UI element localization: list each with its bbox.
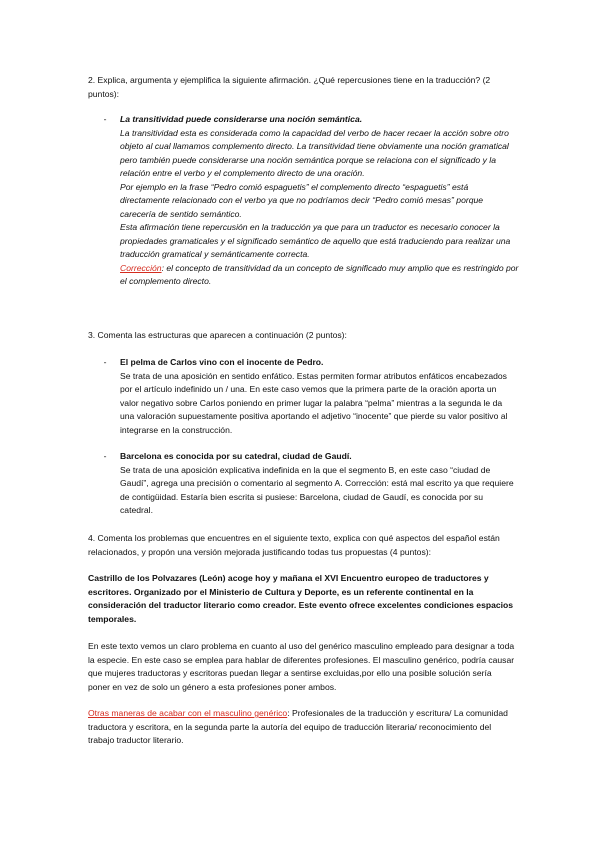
question-3-item-title: El pelma de Carlos vino con el inocente de Pedro. [120, 357, 324, 367]
question-3-item-body: Se trata de una aposición explicativa indefinida en la que el segmento B, en este caso “ciudad de Gaudí”, agrega una precisión o comentario al segmento A. Corrección: está mal escrito ya que requiere de contigüidad. Estaría bien escrita si pusiese: Barcelona, ciudad de Gaudí, es conocida por su catedral. [120, 464, 514, 515]
correction-text: : el concepto de transitividad da un concepto de significado muy amplio que es restringido por el complemento directo. [120, 262, 519, 286]
correction-label: Corrección [120, 262, 162, 273]
question-2-answer-p2: Por ejemplo en la frase “Pedro comió espaguetis” el complemento directo “espaguetis” está directamente relacionado con el verbo ya que no podríamos decir “Pedro comió mesas” porque carecería de sentido semántico. [120, 181, 484, 219]
question-4-alternatives [88, 707, 516, 748]
question-3-item-title: Barcelona es conocida por su catedral, ciudad de Gaudí. [120, 451, 352, 461]
question-2-answer-p1: La transitividad esta es considerada como la capacidad del verbo de hacer recaer la acción sobre otro objeto al cual llamamos complemento directo. La transitividad tiene obviamente una noción gramatical pero también puede considerarse una noción semántica porque se relaciona con el significado y la relación entre el verbo y el complemento directo de una oración. [120, 127, 509, 178]
question-4-heading: 4. Comenta los problemas que encuentres en el siguiente texto, explica con qué aspectos del español están relacionados, y propón una versión mejorada justificando todas tus propuestas (4 puntos): [88, 533, 500, 557]
alternatives-label: Otras maneras de acabar con el masculino genérico [88, 708, 288, 718]
question-2-statement: La transitividad puede considerarse una noción semántica. [120, 114, 363, 124]
question-2-heading: 2. Explica, argumenta y ejemplifica la siguiente afirmación. ¿Qué repercusiones tiene en la traducción? (2 puntos): [88, 75, 491, 99]
bullet-marker: - [103, 451, 107, 461]
question-3-item-body: Se trata de una aposición en sentido enfático. Estas permiten formar atributos enfáticos encabezados por el artículo indefinido un / una. En este caso vemos que la primera parte de la oración aporta un valor negativo sobre Carlos poniendo en primer lugar la palabra “pelma” mientras a la segunda le da una valoración supuestamente positiva aportando el adjetivo “inocente” que pierde su valor positivo al integrarse en la construcción. [120, 370, 508, 435]
bullet-marker: - [103, 357, 107, 367]
question-2-correction [120, 262, 520, 289]
question-4-quoted-text: Castrillo de los Polvazares (León) acoge hoy y mañana el XVI Encuentro europeo de traductores y escritores. Organizado por el Ministerio de Cultura y Deporte, es un referente continental en la consideración del traductor literario como creador. Este evento ofrece excelentes condiciones espacios temporales. [88, 573, 514, 624]
question-3-heading: 3. Comenta las estructuras que aparecen a continuación (2 puntos): [88, 330, 347, 340]
bullet-marker: - [103, 114, 107, 124]
alternatives-text: : Profesionales de la traducción y escritura/ La comunidad traductora y escritora, en la segunda parte la autoría del equipo de traducción literaria/ reconocimiento del trabajo traductor literario. [88, 708, 508, 745]
question-4-answer: En este texto vemos un claro problema en cuanto al uso del genérico masculino empleado para designar a toda la especie. En este caso se emplea para hablar de diferentes profesiones. El masculino genérico, podría causar que mujeres traductoras y escritoras puedan llegar a sentirse excluidas,por ello una posible solución sería poner en vez de solo un género a esta profesiones poner ambos. [88, 641, 515, 692]
question-2-answer-p3: Esta afirmación tiene repercusión en la traducción ya que para un traductor es necesario conocer la propiedades gramaticales y el significado semántico de aquello que está traduciendo para realizar una traducción gramatical y semánticamente correcta. [120, 222, 511, 259]
